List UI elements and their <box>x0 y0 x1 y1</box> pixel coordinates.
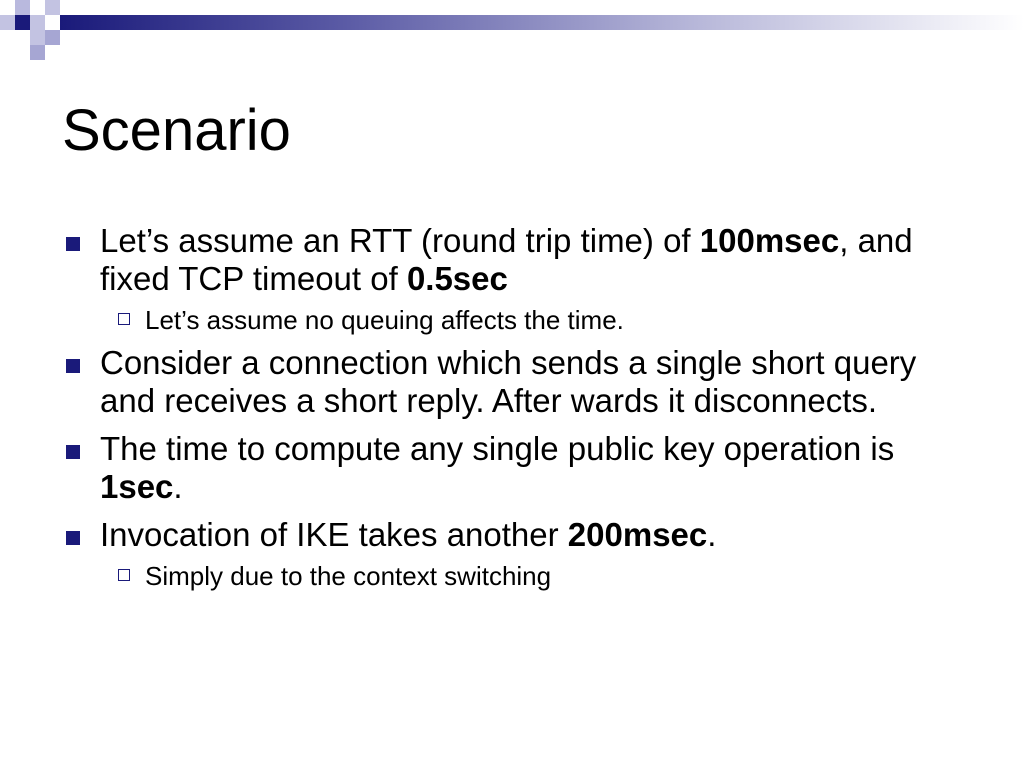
decor-square <box>30 30 45 45</box>
sub-bullet-text: Let’s assume no queuing affects the time. <box>145 305 624 335</box>
bullet-list <box>62 222 942 600</box>
bullet-text: Invocation of IKE takes another <box>100 516 568 553</box>
header-gradient-bar <box>60 15 1024 30</box>
sub-bullet-item <box>62 304 942 336</box>
bullet-item <box>62 222 942 298</box>
decor-square <box>0 0 15 15</box>
bullet-text: . <box>173 468 183 505</box>
bullet-emphasis: 100msec <box>699 222 840 259</box>
slide-title: Scenario <box>62 98 291 163</box>
bullet-item <box>62 430 942 506</box>
hollow-square-bullet-icon <box>118 313 130 325</box>
decor-square <box>30 15 45 30</box>
bullet-text: , and fixed TCP timeout of <box>100 222 913 297</box>
bullet-item <box>62 516 942 554</box>
square-bullet-icon <box>66 237 80 251</box>
bullet-text: Let’s assume an RTT (round trip time) of <box>100 222 700 259</box>
hollow-square-bullet-icon <box>118 569 130 581</box>
sub-bullet-item <box>62 560 942 592</box>
decor-square <box>15 0 30 15</box>
decor-square <box>45 0 60 15</box>
bullet-item <box>62 344 942 420</box>
bullet-emphasis: 200msec <box>567 516 708 553</box>
sub-bullet-text: Simply due to the context switching <box>145 561 552 591</box>
bullet-text: . <box>707 516 717 553</box>
bullet-text: The time to compute any single public key operation is <box>100 430 895 467</box>
bullet-emphasis: 0.5sec <box>406 260 508 297</box>
square-bullet-icon <box>66 531 80 545</box>
decor-square <box>15 15 30 30</box>
square-bullet-icon <box>66 445 80 459</box>
decor-square <box>45 30 60 45</box>
decor-square <box>45 15 60 30</box>
decor-square <box>30 45 45 60</box>
square-bullet-icon <box>66 359 80 373</box>
bullet-text: Consider a connection which sends a single short query and receives a short reply. After wards it disconnects. <box>100 344 917 419</box>
decor-square <box>0 15 15 30</box>
bullet-emphasis: 1sec <box>100 468 174 505</box>
